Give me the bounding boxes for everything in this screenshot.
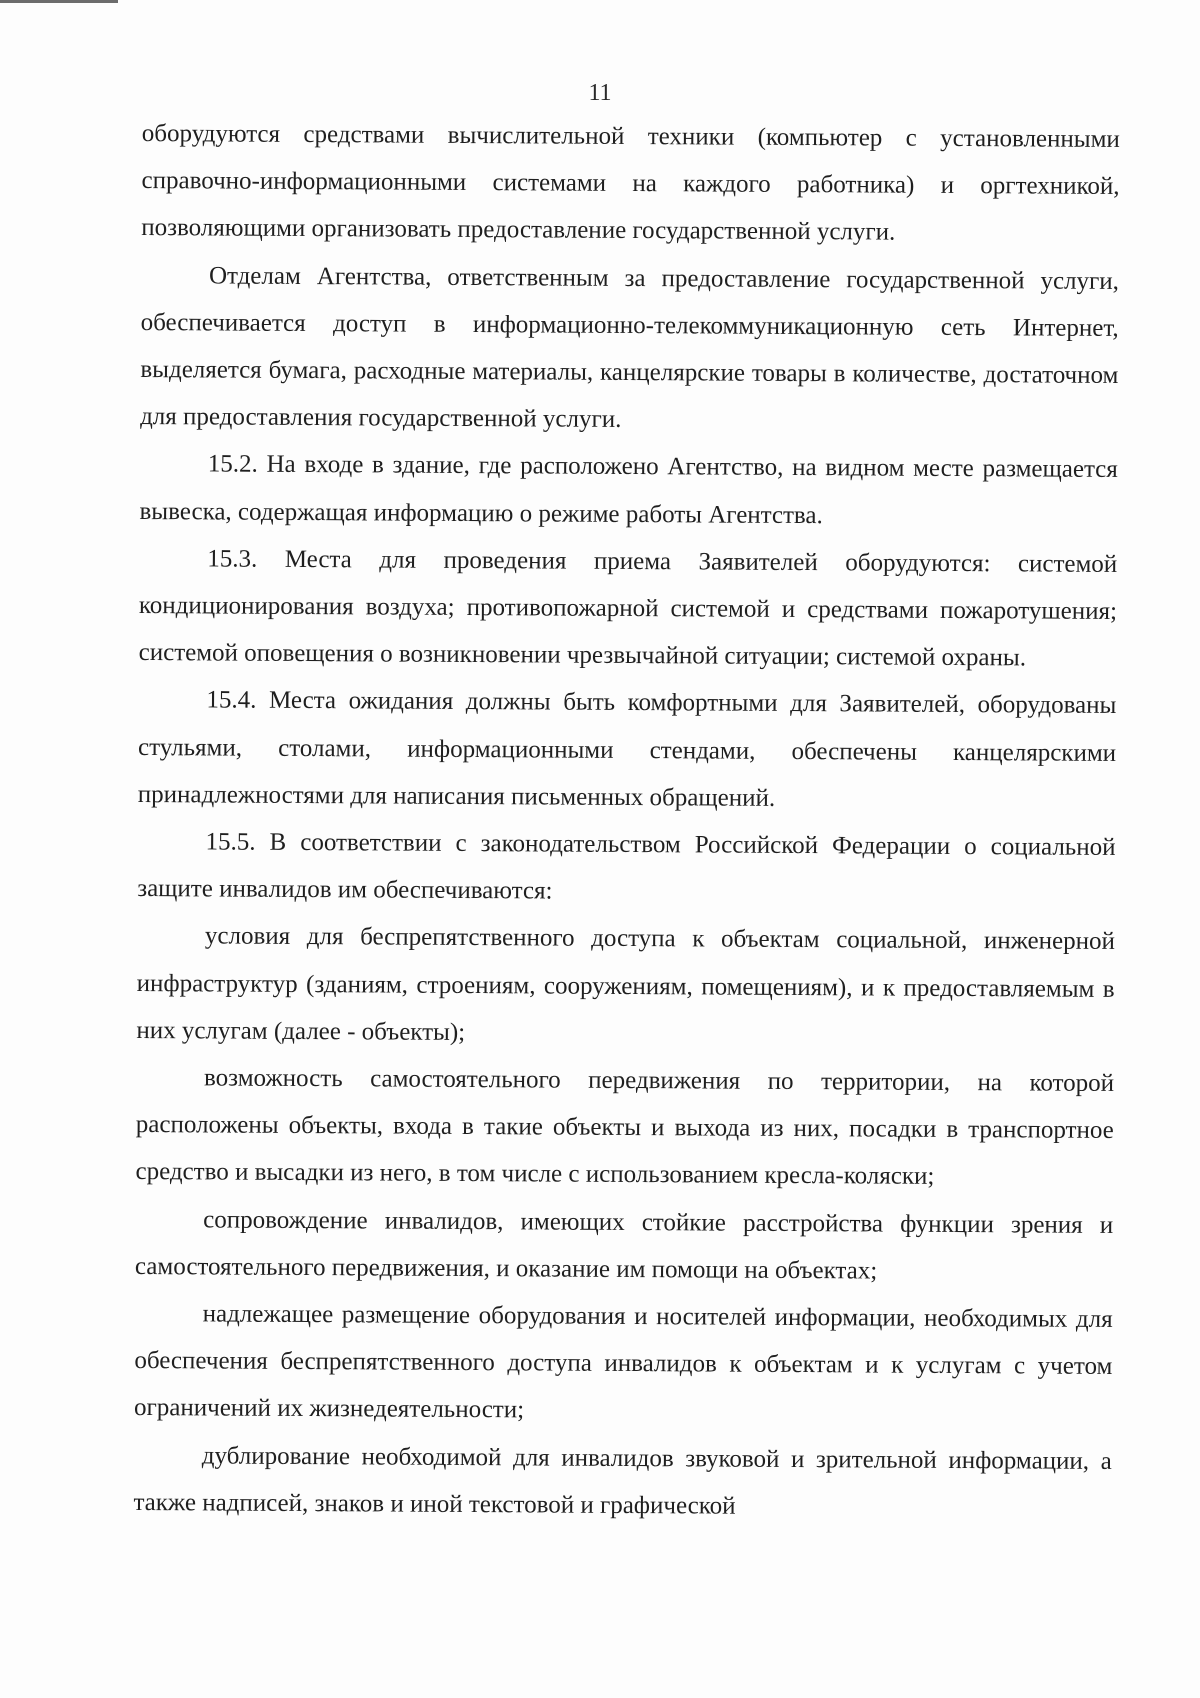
list-item-access-conditions: условия для беспрепятственного доступа к объектам социальной, инженерной инфраструктур (зданиям, строениям, сооружениям, помещениям), и к предоставляемым в них услугам (далее - объекты); bbox=[136, 922, 1116, 1046]
scan-edge-mark bbox=[0, 0, 118, 3]
paragraph-15-2: 15.2. На входе в здание, где расположено Агентство, на видном месте размещается вывеска, содержащая информацию о режиме работы Агентства. bbox=[139, 450, 1118, 529]
list-item-movement: возможность самостоятельного передвижения по территории, на которой расположены объекты, входа в такие объекты и выхода из них, посадки в транспортное средство и высадки из него, в том числе с использованием кресла-коляски; bbox=[135, 1064, 1115, 1191]
list-item-equipment-placement: надлежащее размещение оборудования и носителей информации, необходимых для обеспечения беспрепятственного доступа инвалидов к объектам и к услугам с учетом ограничений их жизнедеятельности; bbox=[133, 1300, 1113, 1424]
page-number: 11 bbox=[588, 80, 612, 106]
list-item-escort: сопровождение инвалидов, имеющих стойкие расстройства функции зрения и самостоятельного передвижения, и оказание им помощи на объектах; bbox=[134, 1206, 1114, 1285]
paragraph-2: Отделам Агентства, ответственным за предоставление государственной услуги, обеспечивается доступ в информационно-телекоммуникационную сеть Интернет, выделяется бумага, расходные материалы, канцелярские товары в количестве, достаточном для предоставления государственной услуги. bbox=[140, 262, 1120, 434]
list-item-info-duplication: дублирование необходимой для инвалидов звуковой и зрительной информации, а также надписей, знаков и иной текстовой и графической bbox=[133, 1442, 1112, 1520]
paragraph-15-5: 15.5. В соответствии с законодательством Российской Федерации о социальной защите инвалидов им обеспечиваются: bbox=[137, 828, 1116, 905]
paragraph-15-4: 15.4. Места ожидания должны быть комфортными для Заявителей, оборудованы стульями, столами, информационными стендами, обеспечены канцелярскими принадлежностями для написания письменных обращений. bbox=[137, 686, 1117, 812]
paragraph-15-3: 15.3. Места для проведения приема Заявителей оборудуются: системой кондиционирования воздуха; противопожарной системой и средствами пожаротушения; системой оповещения о возникновении чрезвычайной ситуации; системой охраны. bbox=[138, 545, 1118, 672]
body-text bbox=[133, 110, 1120, 1532]
paragraph-1: оборудуются средствами вычислительной техники (компьютер с установленными справочно-информационными системами на каждого работника) и оргтехникой, позволяющими организовать предоставление государственной услуги. bbox=[141, 119, 1120, 247]
